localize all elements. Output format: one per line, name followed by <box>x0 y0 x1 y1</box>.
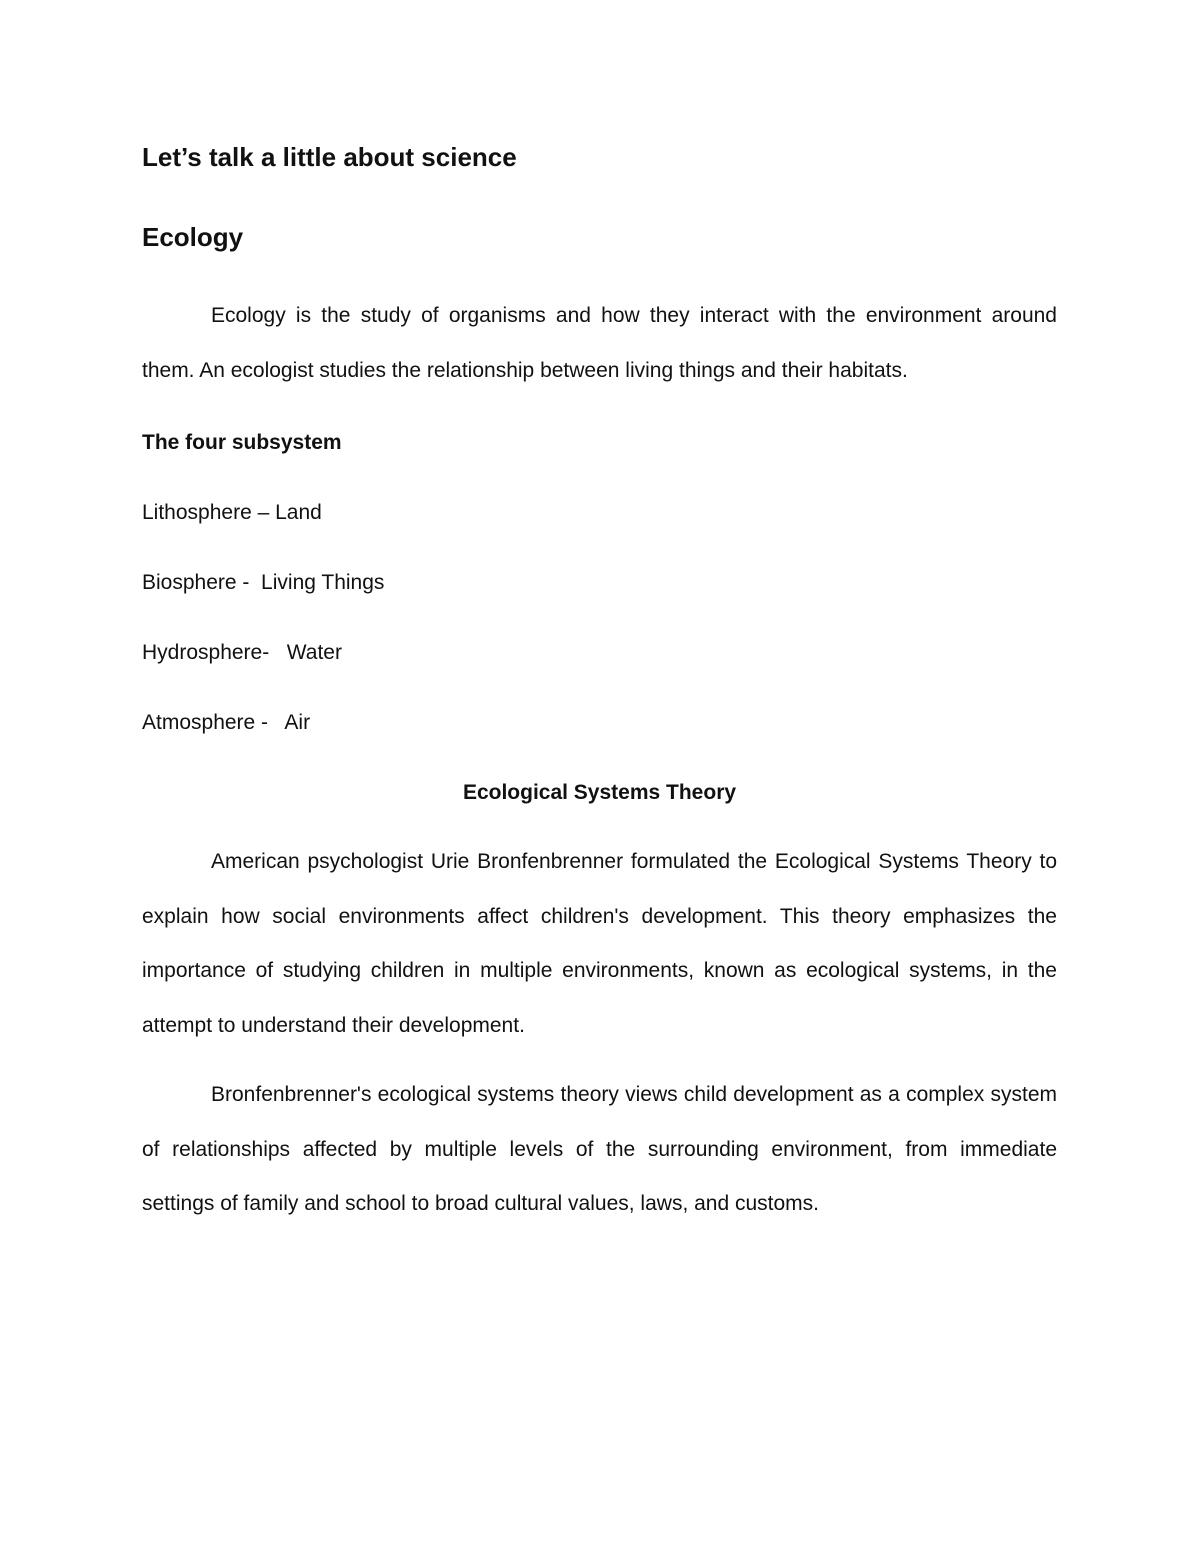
subsystem-item-atmosphere: Atmosphere - Air <box>142 711 311 734</box>
theory-heading: Ecological Systems Theory <box>462 781 737 804</box>
page-title: Let’s talk a little about science <box>142 142 517 172</box>
subsystem-item-lithosphere: Lithosphere – Land <box>142 501 322 524</box>
subsystem-item-hydrosphere: Hydrosphere- Water <box>142 641 342 664</box>
theory-paragraph-2: Bronfenbrenner's ecological systems theory views child development as a complex system of relationships affected by multiple levels of the surrounding environment, from immediate settings of family and school to broad cultural values, laws, and customs. <box>142 1083 1057 1215</box>
subsystem-item-biosphere: Biosphere - Living Things <box>142 571 385 594</box>
subsystems-list <box>142 498 1057 738</box>
theory-paragraph-1: American psychologist Urie Bronfenbrenner formulated the Ecological Systems Theory to explain how social environments affect children's development. This theory emphasizes the importance of studying children in multiple environments, known as ecological systems, in the attempt to understand their development. <box>142 850 1057 1037</box>
document-body <box>142 140 1057 1232</box>
ecology-paragraph: Ecology is the study of organisms and how they interact with the environment around them. An ecologist studies the relationship between living things and their habitats. <box>142 304 1057 382</box>
subsystems-heading: The four subsystem <box>142 431 342 454</box>
section-heading-ecology: Ecology <box>142 222 244 252</box>
